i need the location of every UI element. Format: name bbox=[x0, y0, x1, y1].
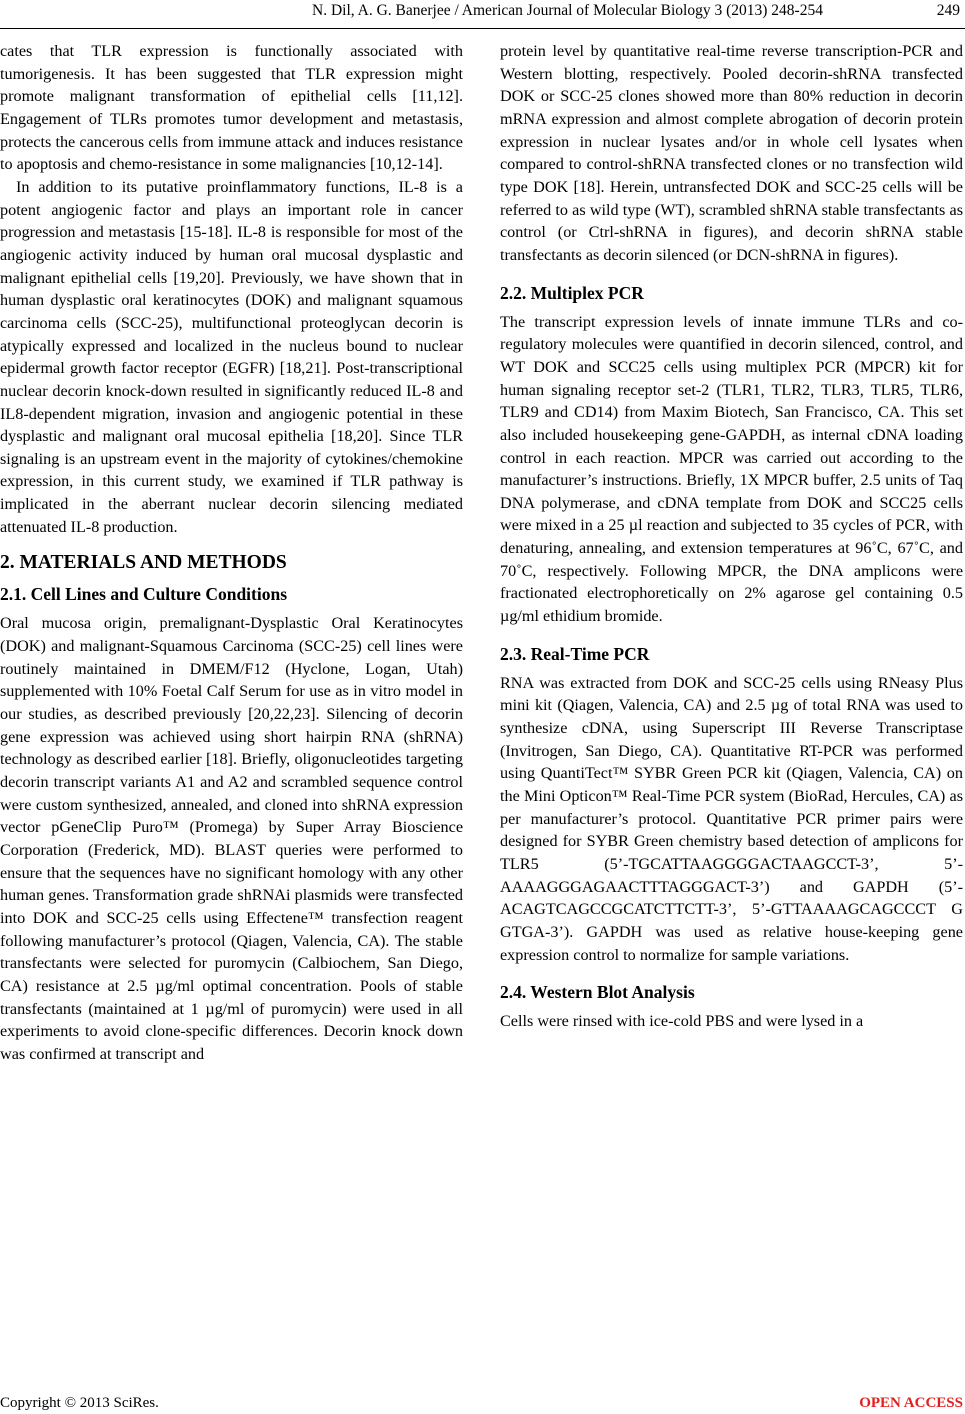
header-rule bbox=[0, 28, 965, 29]
running-title: N. Dil, A. G. Banerjee / American Journal of Molecular Biology 3 (2013) 248-254 bbox=[312, 2, 823, 19]
open-access-label: OPEN ACCESS bbox=[859, 1395, 963, 1411]
page-number: 249 bbox=[936, 2, 960, 19]
paragraph: Oral mucosa origin, premalignant-Dysplastic Oral Keratinocytes (DOK) and malignant-Squamous Carcinoma (SCC-25) cell lines were routinely maintained in DMEM/F12 (Hyclone, Logan, Utah) supplemented with 10% Foetal Calf Serum for use as in vitro model in our studies, as described previously [20,22,23]. Silencing of decorin gene expression was achieved using short hairpin RNA (shRNA) technology as described earlier [18]. Briefly, oligonucleotides targeting decorin transcript variants A1 and A2 and scrambled sequence control were custom synthesized, annealed, and cloned into shRNA expression vector pGeneClip Puro™ (Promega) by Super Array Bioscience Corporation (Frederick, MD). BLAST queries were performed to ensure that the sequences have no significant homology with any other human genes. Transformation grade shRNAi plasmids were transfected into DOK and SCC-25 cells using Effectene™ transfection reagent following manufacturer’s protocol (Qiagen, Valencia, CA). The stable transfectants were selected for puromycin (Calbiochem, San Diego, CA) resistance at 2.5 µg/ml optimal concentration. Pools of stable transfectants (maintained at 1 µg/ml of puromycin) were used in all experiments to avoid clone-specific differences. Decorin knock down was confirmed at transcript and bbox=[0, 614, 463, 1063]
subsection-heading-real-time-pcr: 2.3. Real-Time PCR bbox=[500, 643, 650, 664]
subsection-heading-cell-lines: 2.1. Cell Lines and Culture Conditions bbox=[0, 584, 288, 605]
copyright-notice: Copyright © 2013 SciRes. bbox=[0, 1395, 159, 1411]
left-column bbox=[0, 40, 463, 1066]
paragraph: The transcript expression levels of innate immune TLRs and co-regulatory molecules were quantified in decorin silenced, control, and WT DOK and SCC25 cells using multiplex PCR (MPCR) kit for human signaling receptor set-2 (TLR1, TLR2, TLR3, TLR5, TLR6, TLR9 and CD14) from Maxim Biotech, San Francisco, CA. This set also included housekeeping gene-GAPDH, as internal cDNA loading control in each reaction. MPCR was carried out according to the manufacturer’s instructions. Briefly, 1X MPCR buffer, 2.5 units of Taq DNA polymerase, and cDNA template from DOK and SCC25 cells were mixed in a 25 µl reaction and subjected to 35 cycles of PCR, with denaturing, annealing, and extension temperatures at 96˚C, 67˚C, and 70˚C, respectively. Following MPCR, the DNA amplicons were fractionated electrophoretically on 2% agarose gel containing 0.5 µg/ml ethidium bromide. bbox=[500, 312, 963, 626]
paragraph: protein level by quantitative real-time reverse transcription-PCR and Western blotting, respectively. Pooled decorin-shRNA transfected DOK or SCC-25 clones showed more than 80% reduction in decorin mRNA expression and almost complete abrogation of decorin protein expression in nuclear lysates and/or in whole cell lysates when compared to control-shRNA transfected clones or no transfection wild type DOK [18]. Herein, untransfected DOK and SCC-25 cells will be referred to as wild type (WT), scrambled shRNA stable transfectants as control (or Ctrl-shRNA in figures), and decorin shRNA stable transfectants as decorin silenced (or DCN-shRNA in figures). bbox=[500, 42, 963, 264]
subsection-heading-multiplex-pcr: 2.2. Multiplex PCR bbox=[500, 282, 644, 303]
paragraph: cates that TLR expression is functionally associated with tumorigenesis. It has been suggested that TLR expression might promote malignant transformation of epithelial cells [11,12]. Engagement of TLRs promotes tumor development and metastasis, protects the cancerous cells from immune attack and induces resistance to apoptosis and chemo-resistance in some malignancies [10,12-14]. bbox=[0, 42, 463, 174]
paragraph: In addition to its putative proinflammatory functions, IL-8 is a potent angiogenic factor and plays an important role in cancer progression and metastasis [15-18]. IL-8 is responsible for most of the angiogenic activity induced by human oral mucosal dysplastic and malignant epithelial cells [19,20]. Previously, we have shown that in human dysplastic oral keratinocytes (DOK) and malignant squamous carcinoma cells (SCC-25), multifunctional proteoglycan decorin is atypically expressed and localized in the nucleus bound to nuclear epidermal growth factor receptor (EGFR) [18,21]. Post-transcriptional nuclear decorin knock-down resulted in significantly reduced IL-8 and IL8-dependent migration, invasion and angiogenic potential in these dysplastic and malignant oral mucosal epithelia [18,20]. Since TLR signaling is an upstream event in the majority of cytokines/chemokine expression, in this current study, we examined if TLR pathway is implicated in the aberrant nuclear decorin silencing mediated attenuated IL-8 production. bbox=[0, 177, 463, 536]
right-column bbox=[500, 40, 963, 1033]
paragraph: Cells were rinsed with ice-cold PBS and were lysed in a bbox=[500, 1012, 864, 1031]
subsection-heading-western-blot: 2.4. Western Blot Analysis bbox=[500, 982, 695, 1003]
section-heading-methods: 2. MATERIALS AND METHODS bbox=[0, 552, 287, 574]
paragraph: RNA was extracted from DOK and SCC-25 cells using RNeasy Plus mini kit (Qiagen, Valencia, CA) and 2.5 µg of total RNA was used to synthesize cDNA, using Superscript III Reverse Transcriptase (Invitrogen, San Diego, CA). Quantitative RT-PCR was performed using QuantiTect™ SYBR Green PCR kit (Qiagen, Valencia, CA) on the Mini Opticon™ Real-Time PCR system (BioRad, Hercules, CA) as per manufacturer’s protocol. Quantitative PCR primer pairs were designed for SYBR Green chemistry based detection of amplicons for TLR5 (5’-TGCATTAAGGGGACTAAGCCT-3’, 5’-AAAAGGGAGAACTTTAGGGACT-3’) and GAPDH (5’-ACAGTCAGCCGCATCTTCTT-3’, 5’-GTTAAAAGCAGCCCT G GTGA-3’). GAPDH was used as relative house-keeping gene expression control to normalize for sample variations. bbox=[500, 673, 963, 964]
